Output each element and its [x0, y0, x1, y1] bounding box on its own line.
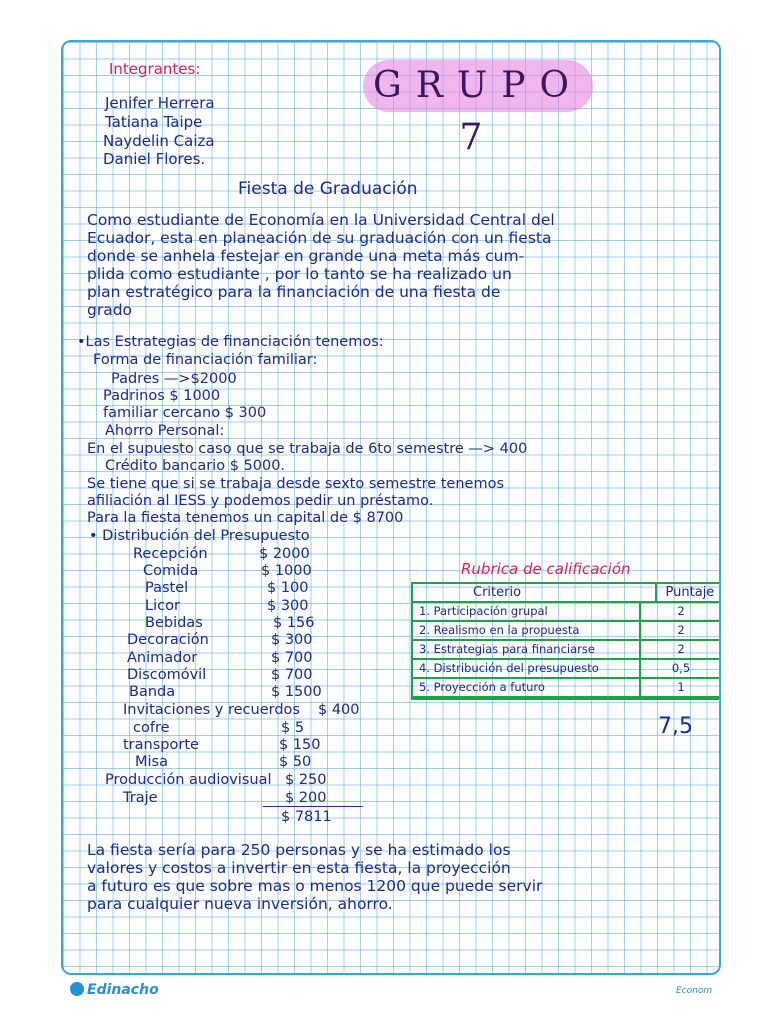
strategy-item: En el supuesto caso que se trabaja de 6to semestre —> 400: [87, 441, 528, 457]
rubric-criterio: 3. Estrategias para financiarse: [413, 641, 641, 658]
budget-item-label: cofre: [133, 720, 170, 736]
budget-item-value: $ 1500: [271, 684, 322, 700]
rubric-col-criterio: Criterio: [413, 584, 657, 601]
rubric-row: [413, 641, 721, 660]
rubric-criterio: 2. Realismo en la propuesta: [413, 622, 641, 639]
budget-item-label: Pastel: [145, 580, 189, 596]
rubric-puntaje: 0,5: [671, 661, 691, 675]
rubric-title: Rubrica de calificación: [461, 560, 631, 578]
strategy-item: Crédito bancario $ 5000.: [105, 458, 286, 474]
intro-line: donde se anhela festejar en grande una meta más cum-: [87, 247, 525, 265]
budget-item-label: Animador: [127, 650, 198, 666]
rubric-puntaje: 1: [677, 680, 685, 694]
budget-item-value: $ 156: [273, 615, 315, 631]
strategy-item: familiar cercano $ 300: [103, 405, 267, 421]
member-name: Naydelin Caiza: [103, 132, 215, 150]
budget-item-value: $ 2000: [259, 546, 310, 562]
intro-line: Ecuador, esta en planeación de su graduación con un fiesta: [87, 229, 552, 247]
strategies-heading: •Las Estrategias de financiación tenemos:: [77, 334, 384, 350]
rubric-row: [413, 622, 721, 641]
notebook-page: [61, 40, 721, 975]
brand-icon: [70, 982, 84, 996]
rubric-header-row: [413, 584, 721, 603]
rubric-row: [413, 603, 721, 622]
budget-item-label: Invitaciones y recuerdos: [123, 702, 300, 718]
intro-line: grado: [87, 301, 133, 319]
budget-item-value: $ 5: [281, 720, 305, 736]
brand-logo-right: Econom: [676, 986, 713, 996]
group-title-highlight: GRUPO 7: [363, 60, 593, 112]
budget-item-value: $ 200: [285, 790, 327, 806]
strategy-item: Ahorro Personal:: [105, 423, 225, 439]
strategy-item: Padres —>$2000: [111, 371, 237, 387]
budget-item-value: $ 50: [279, 754, 312, 770]
intro-line: Como estudiante de Economía en la Universidad Central del: [87, 211, 555, 229]
conclusion-line: a futuro es que sobre mas o menos 1200 que puede servir: [87, 877, 543, 895]
budget-item-value: $ 100: [267, 580, 309, 596]
integrantes-label: Integrantes:: [109, 60, 201, 78]
budget-item-label: Comida: [143, 563, 199, 579]
budget-item-label: Traje: [123, 790, 158, 806]
brand-name: Edinacho: [87, 982, 159, 998]
budget-item-value: $ 1000: [261, 563, 312, 579]
rubric-puntaje: 2: [677, 604, 685, 618]
rubric-row: [413, 660, 721, 679]
budget-item-label: Decoración: [127, 632, 209, 648]
member-name: Daniel Flores.: [103, 150, 206, 168]
budget-item-label: Bebidas: [145, 615, 203, 631]
strategy-item: afiliación al IESS y podemos pedir un préstamo.: [87, 493, 434, 509]
conclusion-line: para cualquier nueva inversión, ahorro.: [87, 895, 393, 913]
budget-item-value: $ 300: [267, 598, 309, 614]
page-title: Fiesta de Graduación: [238, 179, 418, 199]
budget-item-label: Banda: [129, 684, 176, 700]
conclusion-line: La fiesta sería para 250 personas y se ha estimado los: [87, 841, 511, 859]
intro-line: plan estratégico para la financiación de una fiesta de: [87, 283, 501, 301]
rubric-criterio: 1. Participación grupal: [413, 603, 641, 620]
rubric-col-puntaje: Puntaje: [665, 585, 715, 600]
budget-item-label: Misa: [135, 754, 168, 770]
rubric-puntaje: 2: [677, 642, 685, 656]
strategy-item: Padrinos $ 1000: [103, 388, 221, 404]
budget-item-label: Producción audiovisual: [105, 772, 272, 788]
intro-line: plida como estudiante , por lo tanto se ha realizado un: [87, 265, 512, 283]
rubric-grid: [411, 582, 721, 700]
budget-item-value: $ 150: [279, 737, 321, 753]
budget-item-value: $ 700: [271, 667, 313, 683]
strategy-item: Para la fiesta tenemos un capital de $ 8700: [87, 510, 404, 526]
rubric-puntaje: 2: [677, 623, 685, 637]
rubric-total-grade: 7,5: [658, 714, 693, 739]
budget-item-value: $ 400: [318, 702, 360, 718]
rubric-criterio: 5. Proyección a futuro: [413, 679, 641, 696]
family-financing-heading: Forma de financiación familiar:: [93, 352, 318, 368]
strategy-item: Se tiene que si se trabaja desde sexto semestre tenemos: [87, 476, 505, 492]
conclusion-line: valores y costos a invertir en esta fiesta, la proyección: [87, 859, 511, 877]
member-name: Jenifer Herrera: [105, 94, 215, 112]
brand-logo: [70, 982, 159, 998]
budget-total: $ 7811: [281, 809, 332, 825]
budget-item-label: Licor: [145, 598, 180, 614]
budget-item-label: Recepción: [133, 546, 208, 562]
budget-item-value: $ 700: [271, 650, 313, 666]
budget-item-value: $ 250: [285, 772, 327, 788]
budget-item-label: transporte: [123, 737, 199, 753]
rubric-row: [413, 679, 721, 698]
budget-heading: • Distribución del Presupuesto: [89, 528, 310, 544]
sum-line: [263, 806, 363, 807]
budget-item-label: Discomóvil: [127, 667, 207, 683]
budget-item-value: $ 300: [271, 632, 313, 648]
member-name: Tatiana Taipe: [105, 113, 203, 131]
rubric-criterio: 4. Distribución del presupuesto: [413, 660, 641, 677]
